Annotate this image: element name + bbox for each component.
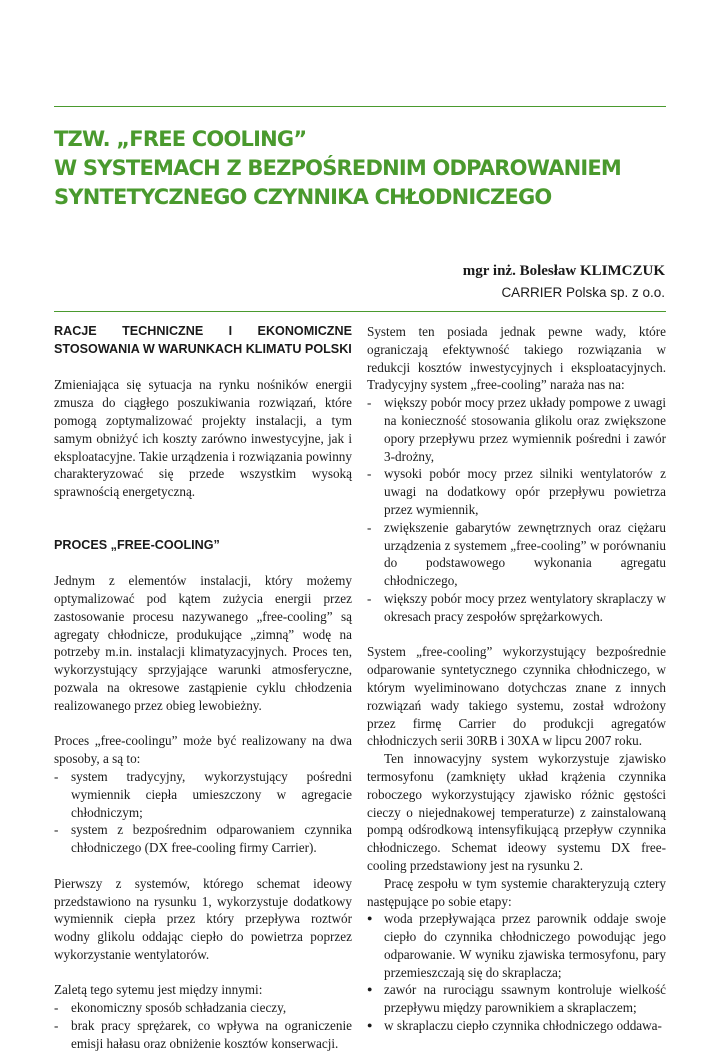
author-company: CARRIER Polska sp. z o.o. bbox=[501, 285, 665, 300]
title-line: W SYSTEMACH Z BEZPOŚREDNIM ODPAROWANIEM bbox=[54, 156, 622, 180]
title-line: SYNTETYCZNEGO CZYNNIKA CHŁODNICZEGO bbox=[54, 185, 552, 209]
section-heading: PROCES „FREE-COOLING” bbox=[54, 537, 220, 552]
paragraph: Proces „free-coolingu” może być realizowany na dwa sposoby, a są to: bbox=[54, 733, 352, 767]
author-block bbox=[463, 261, 665, 303]
paragraph: Pierwszy z systemów, którego schemat ideowy przedstawiono na rysunku 1, wykorzystuje dodatkowy wymiennik ciepła przez który przepływa roztwór wodny glikolu oddając ciepło do powietrza poprzez wykorzystanie wentylatorów. bbox=[54, 875, 352, 962]
flaws-list bbox=[367, 394, 666, 625]
section-heading: RACJE TECHNICZNE I EKONOMICZNE STOSOWANIA W WARUNKACH KLIMATU POLSKI bbox=[54, 324, 352, 356]
list-item: - ekonomiczny sposób schładzania cieczy, bbox=[54, 999, 352, 1017]
list-item: ● w skraplaczu ciepło czynnika chłodniczego oddawa- bbox=[367, 1017, 666, 1035]
paragraph: System ten posiada jednak pewne wady, które ograniczają efektywność takiego rozwiązania w redukcji kosztów inwestycyjnych i eksploatacyjnych. Tradycyjny system „free-cooling” naraża nas na: bbox=[367, 324, 666, 393]
author-name: mgr inż. Bolesław KLIMCZUK bbox=[462, 263, 665, 279]
list-item: ● zawór na rurociągu ssawnym kontroluje wielkość przepływu między parownikiem a skraplaczem; bbox=[367, 981, 666, 1017]
stages-list bbox=[367, 910, 666, 1035]
list-item: - zwiększenie gabarytów zewnętrznych oraz ciężaru urządzenia z systemem „free-cooling” w porównaniu do podstawowego wykonania agregatu chłodniczego, bbox=[367, 519, 666, 590]
list-item: - wysoki pobór mocy przez silniki wentylatorów z uwagi na dodatkowy opór przepływu powietrza przez wymiennik, bbox=[367, 465, 666, 518]
list-item: - system z bezpośrednim odparowaniem czynnika chłodniczego (DX free-cooling firmy Carrier). bbox=[54, 821, 352, 857]
title-line: TZW. „FREE COOLING” bbox=[54, 127, 307, 151]
paragraph: Ten innowacyjny system wykorzystuje zjawisko termosyfonu (zamknięty układ krążenia czynnika roboczego wykorzystujący zjawisko różnic gęstości cieczy o niejednakowej temperaturze) z zainstalowaną pompą odśrodkową intensyfikującą przepływ czynnika chłodniczego. Schemat ideowy systemu DX free-cooling przedstawiony jest na rysunku 2. bbox=[367, 751, 666, 873]
top-rule bbox=[54, 106, 666, 107]
right-column bbox=[367, 323, 666, 1035]
advantages-list bbox=[54, 999, 352, 1052]
paragraph: Zaletą tego sytemu jest między innymi: bbox=[54, 982, 263, 998]
list-item: - brak pracy sprężarek, co wpływa na ograniczenie emisji hałasu oraz obniżenie kosztów konserwacji. bbox=[54, 1017, 352, 1053]
paragraph: Pracę zespołu w tym systemie charakteryzują cztery następujące po sobie etapy: bbox=[367, 875, 666, 909]
list-item: ● woda przepływająca przez parownik oddaje swoje ciepło do czynnika chłodniczego powodując jego odparowanie. W wyniku zjawiska termosyfonu, pary przemieszczają się do skraplacza; bbox=[367, 910, 666, 981]
list-item: - system tradycyjny, wykorzystujący pośredni wymiennik ciepła umieszczony w agregacie chłodniczym; bbox=[54, 768, 352, 821]
ways-list bbox=[54, 768, 352, 857]
list-item: - większy pobór mocy przez wentylatory skraplaczy w okresach pracy zespołów sprężarkowych. bbox=[367, 590, 666, 626]
paragraph: System „free-cooling” wykorzystujący bezpośrednie odparowanie syntetycznego czynnika chłodniczego, w którym wyeliminowano dotychczas znane z innych rozwiązań wady takiego systemu, został wdrożony przez firmę Carrier do produkcji agregatów chłodniczych serii 30RB i 30XA w lipcu 2007 roku. bbox=[367, 644, 666, 749]
section-rule bbox=[54, 311, 666, 312]
article-title bbox=[54, 125, 694, 212]
paragraph: Zmieniająca się sytuacja na rynku nośników energii zmusza do ciągłego poszukiwania rozwiązań, które pomogą zoptymalizować projekty instalacji, a tym samym obniżyć ich koszty zarówno inwestycyjne, jak i eksploatacyjne. Takie urządzenia i rozwiązania powinny charakteryzować się przede wszystkim wysoką sprawnością energetyczną. bbox=[54, 377, 352, 500]
left-column bbox=[54, 323, 352, 1053]
list-item: - większy pobór mocy przez układy pompowe z uwagi na konieczność stosowania glikolu oraz zwiększone opory przepływu przez wymiennik pośredni i zawór 3-drożny, bbox=[367, 394, 666, 465]
paragraph: Jednym z elementów instalacji, który możemy optymalizować pod kątem zużycia energii przez zastosowanie procesu nazywanego „free-cooling” są agregaty chłodnicze, produkujące „zimną” wodę na potrzeby m.in. instalacji klimatyzacyjnych. Proces ten, wykorzystujący sprzyjające warunki atmosferyczne, pozwala na okresowe zastąpienie cyklu chłodzenia realizowanego przez obieg lewobieżny. bbox=[54, 573, 352, 713]
